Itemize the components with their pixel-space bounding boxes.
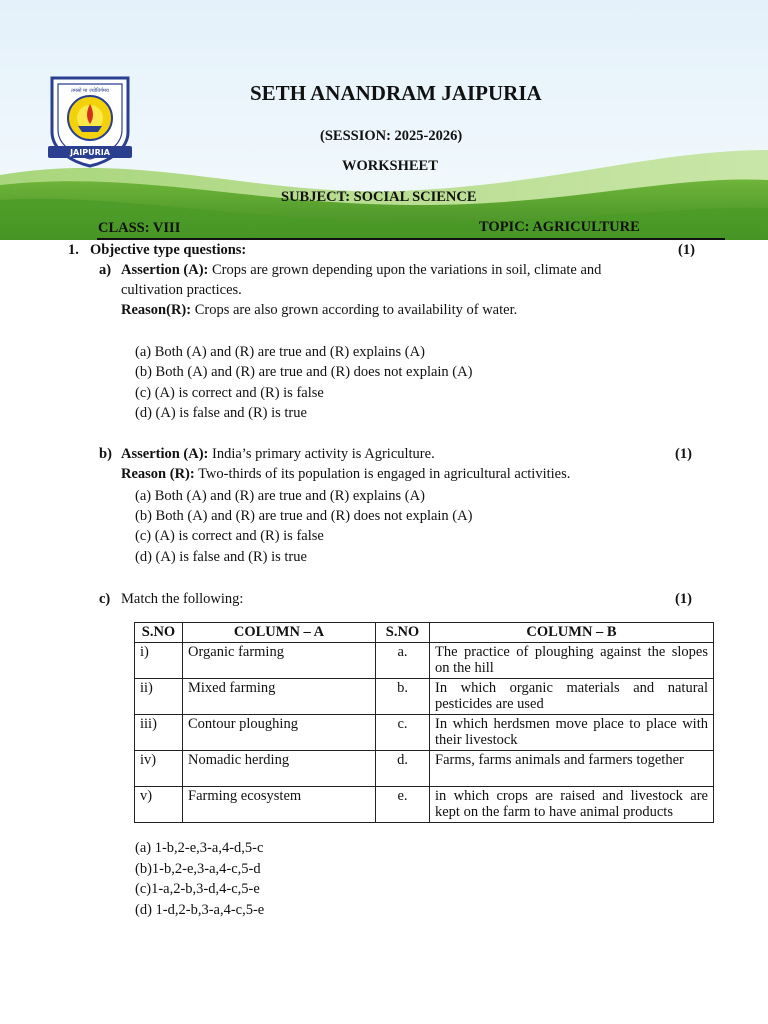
option-text: Both (A) and (R) are true and (R) does not explain (A) <box>155 364 473 380</box>
table-row <box>135 679 714 715</box>
cell-sno-a: v) <box>135 787 183 823</box>
question-a-assertion-cont: cultivation practices. <box>121 282 242 298</box>
cell-column-a: Nomadic herding <box>183 751 376 787</box>
header-column-b: COLUMN – B <box>430 623 714 643</box>
logo-motto: तमसो मा ज्योतिर्गमय <box>71 88 109 94</box>
school-logo <box>42 70 138 170</box>
option-b-2 <box>135 508 472 525</box>
option-c-2: (b)1-b,2-e,3-a,4-c,5-d <box>135 861 261 877</box>
option-c-3: (c)1-a,2-b,3-d,4-c,5-e <box>135 881 260 897</box>
section-marks: (1) <box>678 242 695 258</box>
question-b-reason <box>121 466 570 483</box>
option-key: (b) <box>135 508 152 524</box>
school-name: SETH ANANDRAM JAIPURIA <box>250 81 542 105</box>
question-a-reason <box>121 302 517 319</box>
option-c-4: (d) 1-d,2-b,3-a,4-c,5-e <box>135 902 265 918</box>
question-c-text: Match the following: <box>121 591 244 607</box>
option-a-3 <box>135 385 324 402</box>
cell-column-a: Contour ploughing <box>183 715 376 751</box>
option-b-1 <box>135 488 425 505</box>
header-sno-b: S.NO <box>376 623 430 643</box>
cell-sno-b: e. <box>376 787 430 823</box>
table-row <box>135 715 714 751</box>
section-title: Objective type questions: <box>90 242 247 258</box>
question-b-marks: (1) <box>675 446 692 462</box>
match-table <box>134 622 714 823</box>
cell-column-b: Farms, farms animals and farmers together <box>430 751 714 787</box>
cell-column-b: In which herdsmen move place to place with their livestock <box>430 715 714 751</box>
cell-sno-b: a. <box>376 643 430 679</box>
option-text: (A) is correct and (R) is false <box>154 528 324 544</box>
assertion-label: Assertion (A): <box>121 446 209 462</box>
option-text: (A) is false and (R) is true <box>155 405 307 421</box>
cell-column-b: The practice of ploughing against the slopes on the hill <box>430 643 714 679</box>
option-key: (a) <box>135 488 152 504</box>
option-text: (A) is correct and (R) is false <box>154 385 324 401</box>
option-key: (a) <box>135 344 152 360</box>
assertion-text: Crops are grown depending upon the variations in soil, climate and <box>212 262 602 278</box>
question-b-assertion <box>121 446 435 463</box>
cell-sno-a: iv) <box>135 751 183 787</box>
option-key: (d) <box>135 549 152 565</box>
table-header-row <box>135 623 714 643</box>
table-row <box>135 643 714 679</box>
cell-sno-a: ii) <box>135 679 183 715</box>
option-text: Both (A) and (R) are true and (R) does not explain (A) <box>155 508 473 524</box>
option-key: (c) <box>135 528 152 544</box>
reason-label: Reason (R): <box>121 466 195 482</box>
cell-column-a: Mixed farming <box>183 679 376 715</box>
reason-text: Crops are also grown according to availability of water. <box>194 302 518 318</box>
class-label: CLASS: VIII <box>98 220 181 236</box>
subject: SUBJECT: SOCIAL SCIENCE <box>281 189 477 205</box>
option-b-3 <box>135 528 324 545</box>
cell-sno-b: c. <box>376 715 430 751</box>
option-c-1: (a) 1-b,2-e,3-a,4-d,5-c <box>135 840 264 856</box>
option-text: Both (A) and (R) are true and (R) explains (A) <box>154 488 425 504</box>
cell-sno-a: iii) <box>135 715 183 751</box>
table-row <box>135 787 714 823</box>
option-key: (d) <box>135 405 152 421</box>
option-text: Both (A) and (R) are true and (R) explains (A) <box>154 344 425 360</box>
option-b-4 <box>135 549 307 566</box>
cell-column-b: In which organic materials and natural pesticides are used <box>430 679 714 715</box>
option-a-1 <box>135 344 425 361</box>
assertion-text: India’s primary activity is Agriculture. <box>212 446 435 462</box>
option-key: (b) <box>135 364 152 380</box>
cell-sno-b: d. <box>376 751 430 787</box>
doc-type: WORKSHEET <box>342 158 438 174</box>
question-a-label: a) <box>99 262 112 278</box>
question-c-marks: (1) <box>675 591 692 607</box>
table-row <box>135 751 714 787</box>
cell-column-b: in which crops are raised and livestock are kept on the farm to have animal products <box>430 787 714 823</box>
cell-sno-a: i) <box>135 643 183 679</box>
header-divider <box>97 238 725 240</box>
reason-label: Reason(R): <box>121 302 192 318</box>
cell-column-a: Farming ecosystem <box>183 787 376 823</box>
header-sno-a: S.NO <box>135 623 183 643</box>
topic-label: TOPIC: AGRICULTURE <box>479 219 640 235</box>
question-b-label: b) <box>99 446 112 462</box>
option-a-4 <box>135 405 307 422</box>
session: (SESSION: 2025-2026) <box>320 128 463 144</box>
cell-column-a: Organic farming <box>183 643 376 679</box>
option-a-2 <box>135 364 472 381</box>
assertion-label: Assertion (A): <box>121 262 209 278</box>
section-number: 1. <box>68 242 79 258</box>
header-column-a: COLUMN – A <box>183 623 376 643</box>
question-a-assertion <box>121 262 601 279</box>
question-c-label: c) <box>99 591 111 607</box>
logo-text: JAIPURIA <box>70 148 110 157</box>
reason-text: Two-thirds of its population is engaged in agricultural activities. <box>198 466 571 482</box>
option-key: (c) <box>135 385 152 401</box>
option-text: (A) is false and (R) is true <box>155 549 307 565</box>
cell-sno-b: b. <box>376 679 430 715</box>
